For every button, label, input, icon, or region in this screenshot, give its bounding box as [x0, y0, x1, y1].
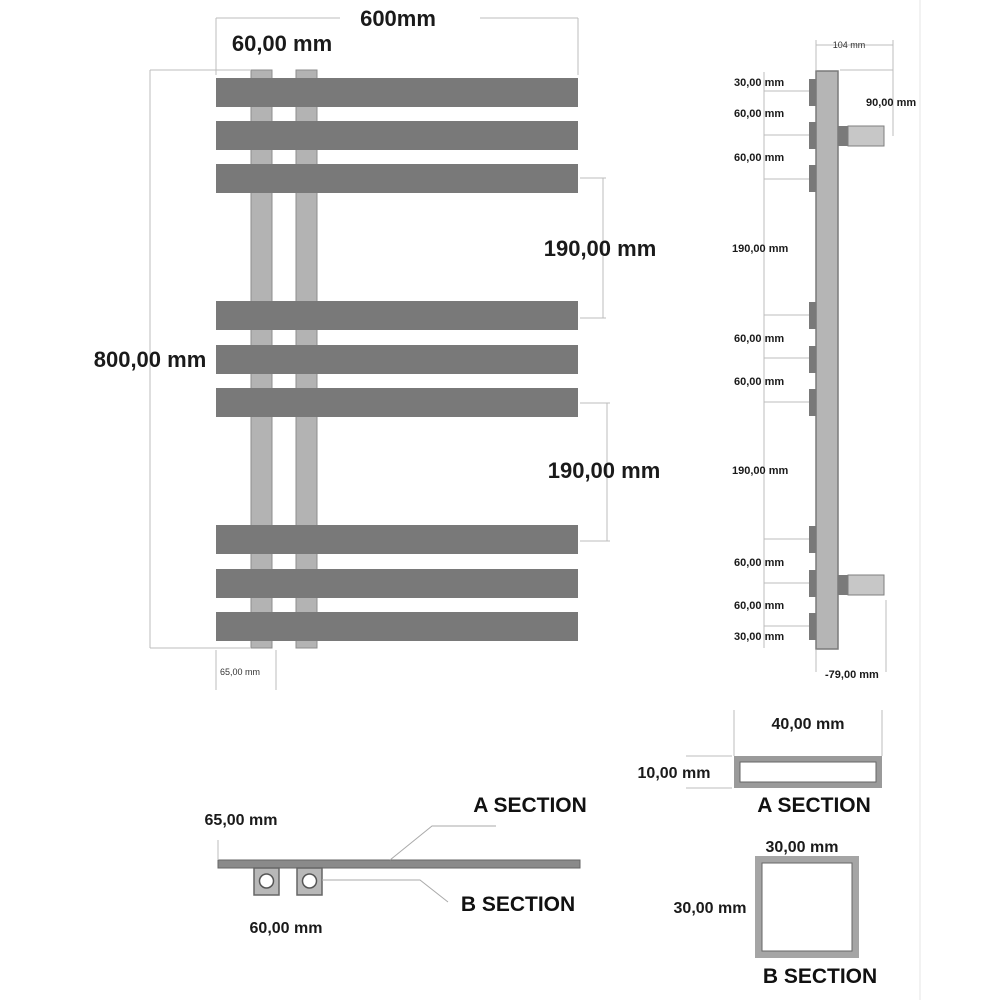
top-spacing-label: 60,00 mm [249, 920, 323, 937]
side-column [816, 71, 838, 649]
gap-upper-label: 190,00 mm [543, 236, 657, 261]
front-rail-7 [216, 525, 578, 554]
top-view-post-right-hole [303, 874, 317, 888]
front-rail-4 [216, 301, 578, 330]
front-rail-3 [216, 164, 578, 193]
side-spacing-label: 190,00 mm [732, 465, 789, 477]
top-b-section-label: B SECTION [460, 893, 576, 916]
side-spacing-label: 60,00 mm [734, 557, 785, 569]
width-label: 600mm [360, 6, 436, 31]
bottom-connector [848, 575, 884, 595]
front-view [94, 6, 661, 690]
front-rail-9 [216, 612, 578, 641]
section-a-title: A SECTION [757, 794, 871, 817]
side-rail-end [809, 79, 816, 106]
front-rail-5 [216, 345, 578, 374]
side-rail-end [809, 346, 816, 373]
side-spacing-label: 30,00 mm [734, 631, 785, 643]
section-b-title: B SECTION [762, 965, 878, 988]
top-connector [848, 126, 884, 146]
section-a-hollow [740, 762, 876, 782]
bottom-connector-base [838, 575, 848, 595]
side-spacing-label: 60,00 mm [734, 152, 785, 164]
side-spacing-label: 60,00 mm [734, 376, 785, 388]
side-rail-end [809, 389, 816, 416]
a-section-leader [390, 826, 496, 860]
bottom-depth-label: -79,00 mm [825, 669, 879, 681]
top-a-section-label: A SECTION [473, 794, 587, 817]
top-view-post-left-hole [260, 874, 274, 888]
section-b-width-label: 30,00 mm [765, 839, 839, 856]
side-spacing-label: 60,00 mm [734, 600, 785, 612]
gap-lower-label: 190,00 mm [547, 458, 661, 483]
section-b-hollow [762, 863, 852, 951]
side-rail-end [809, 613, 816, 640]
front-rail-8 [216, 569, 578, 598]
side-rail-end [809, 570, 816, 597]
front-rail-1 [216, 78, 578, 107]
bottom-offset-label: 65,00 mm [219, 667, 261, 677]
depth-label: 104 mm [832, 40, 866, 50]
height-label: 800,00 mm [93, 347, 207, 372]
post-width-label: 60,00 mm [231, 31, 333, 56]
connector-label: 90,00 mm [866, 97, 917, 109]
side-rail-end [809, 122, 816, 149]
section-a [638, 710, 882, 817]
side-spacing-label: 30,00 mm [734, 77, 785, 89]
side-rail-end [809, 302, 816, 329]
front-rail-2 [216, 121, 578, 150]
front-rail-6 [216, 388, 578, 417]
section-a-width-label: 40,00 mm [771, 716, 845, 733]
top-view [205, 794, 587, 937]
top-view-rail [218, 860, 580, 868]
side-spacing-label: 60,00 mm [734, 333, 785, 345]
side-spacing-label: 190,00 mm [732, 243, 789, 255]
section-b-height-label: 30,00 mm [673, 900, 747, 917]
side-view [732, 40, 916, 681]
section-a-height-label: 10,00 mm [637, 765, 711, 782]
side-rail-end [809, 165, 816, 192]
side-spacing-label: 60,00 mm [734, 108, 785, 120]
section-b [674, 839, 878, 988]
b-section-leader [322, 880, 448, 902]
top-connector-base [838, 126, 848, 146]
top-offset-label: 65,00 mm [204, 812, 278, 829]
side-rail-end [809, 526, 816, 553]
